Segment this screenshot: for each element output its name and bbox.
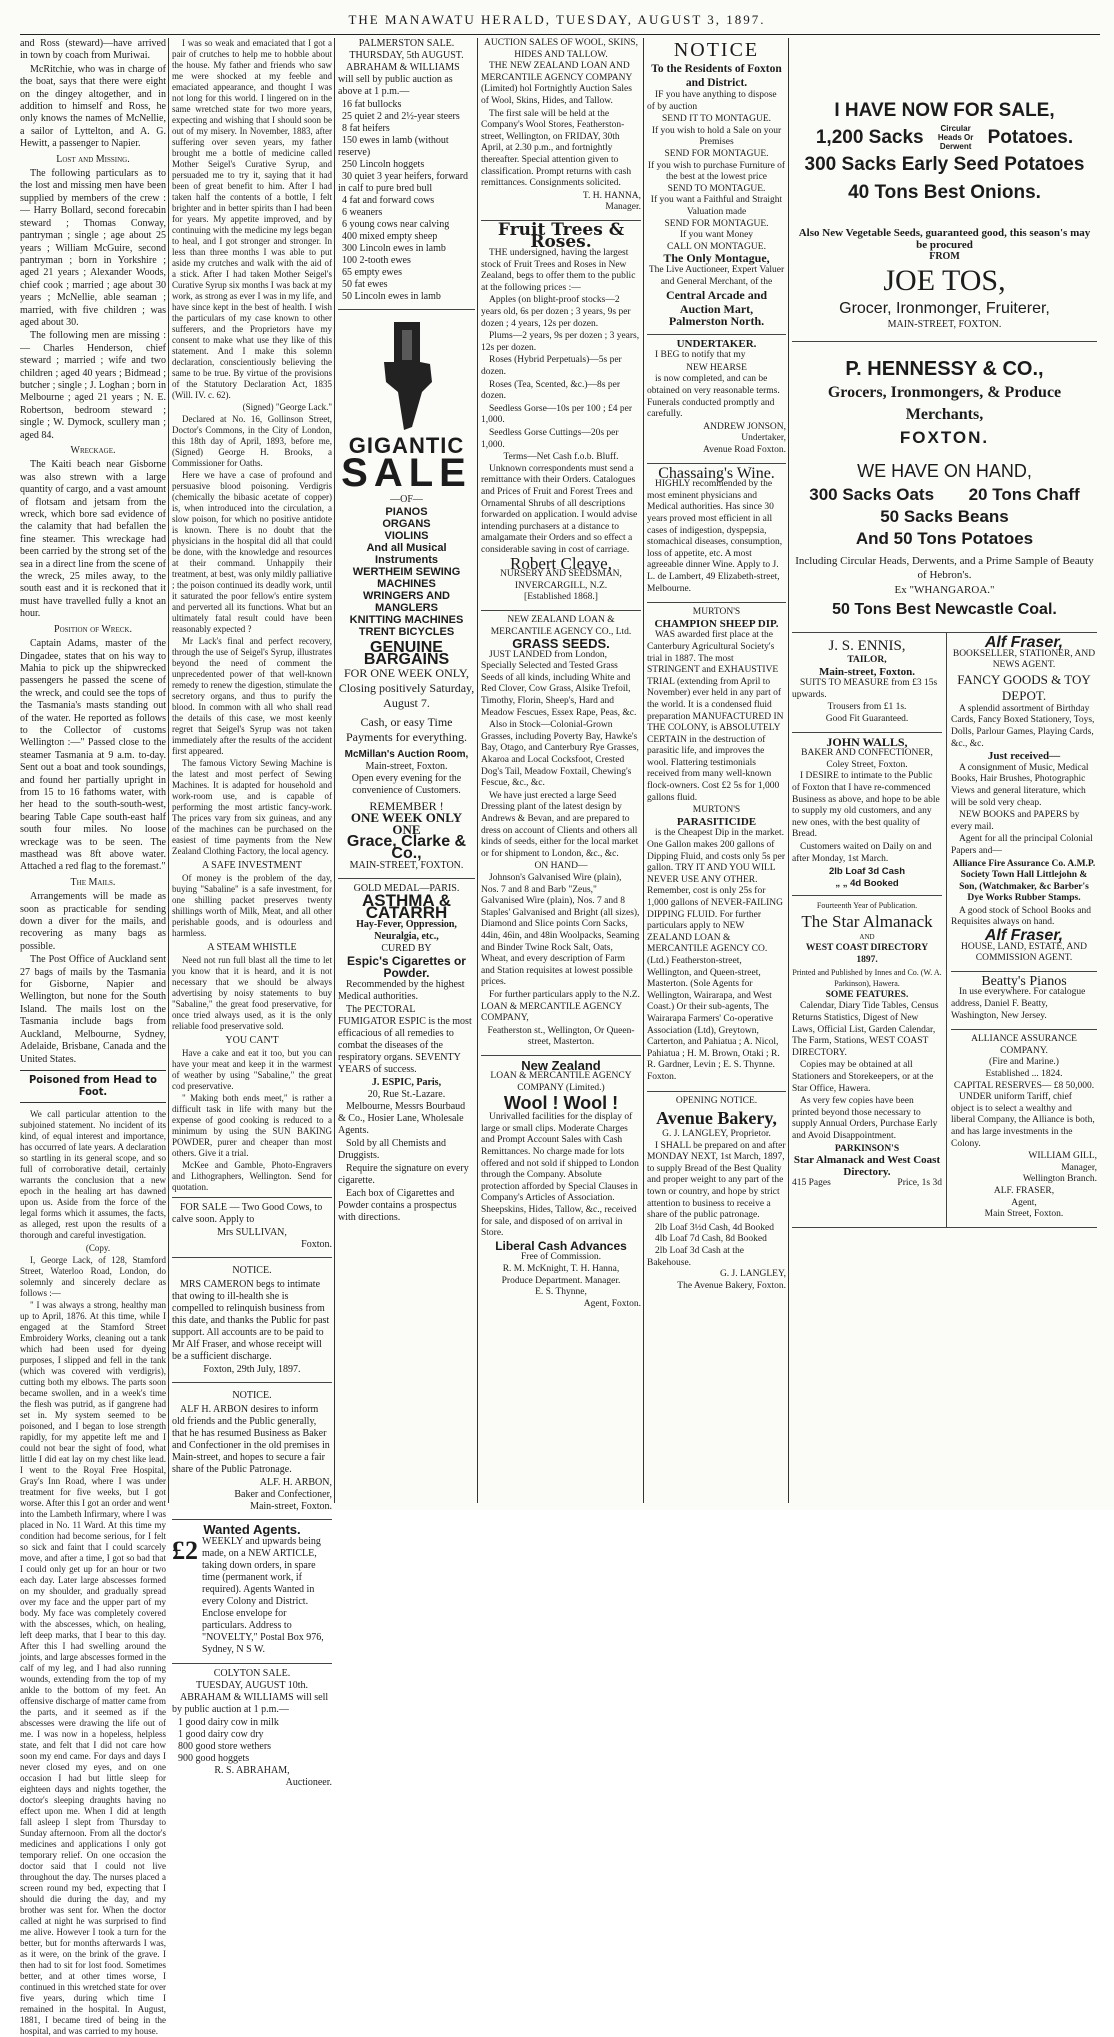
ad-title: P. HENNESSY & CO.,: [845, 358, 1044, 380]
goods-item: And all Musical Instruments: [366, 542, 447, 566]
bargains-heading: GENUINE BARGAINS: [363, 639, 450, 668]
section-heading: Lost and Missing.: [56, 153, 130, 165]
ad-text: TAILOR,: [847, 655, 887, 665]
ad-name: Mrs SULLIVAN,: [217, 1227, 287, 1238]
ad-text: Just received—: [987, 750, 1061, 763]
ad-text: FOR SALE — Two Good Cows, to calve soon. Apply to: [172, 1202, 323, 1225]
ad-text: Unknown correspondents must send a remittance with their Orders. Catalogues and Prices of Fruit and Forest Trees and Ornamental Shrubs of all descriptions forwarded on application. I would advise intending purchasers at a distance to amalgamate their Orders and so effect a considerable saving in cost of carriage.: [481, 463, 638, 555]
price-item: Roses (Tea, Scented, &c.)—8s per dozen.: [481, 379, 620, 402]
column-ads-5: [647, 38, 786, 1500]
cleave-heading: Robert Cleave,: [510, 553, 612, 573]
star-almanack-ad: [792, 896, 942, 1196]
ad-text: We have just erected a large Seed Dressing plant of the latest design by Andrews & Bevan, and are prepared to dress on account of Clients and others all kinds of seeds, either for the local market or for shipment to London, &c., &c.: [481, 790, 639, 859]
goods-item: ORGANS: [382, 518, 431, 530]
colyton-sale-ad: [172, 1664, 332, 1795]
ad-signature: WILLIAM GILL,: [1028, 1151, 1097, 1162]
ad-text: WEST COAST DIRECTORY: [805, 943, 929, 954]
ad-signature: Avenue Road Foxton.: [703, 445, 786, 456]
wool-heading: Wool ! Wool !: [503, 1092, 619, 1113]
ad-text: Terms—Net Cash f.o.b. Bluff.: [503, 452, 619, 463]
ad-title: I HAVE NOW FOR SALE,: [834, 100, 1055, 121]
column-divider: [477, 38, 478, 1503]
news-paragraph: Have a cake and eat it too, but you can have your meat and keep it in the warmest of weather by using "Sabaline," the great cod preservative.: [172, 1048, 332, 1091]
ad-text: WAS awarded first place at the Canterbury Agricultural Society's trial in 1887. The most STRINGENT and EXHAUSTIVE TRIAL (extending from April to November) ever held in any part of the world. It is a condensed fluid preparation MANUFACTURED IN THE COLONY, is ABSOLUTELY CERTAIN in the destruction of parasitic life, and improves the wool. Flattering testimonials received from many well-known flock-owners. Cost £2 5s for 1,000 gallons fluid.: [647, 630, 784, 803]
ad-text: The first sale will be held at the Company's Wool Stores, Featherston-street, Wellington, on FRIDAY, 30th April, at 2.30 p.m., and fortnightly thereafter. Special attention given to classification. Prompt returns with cash remittances. Consignments solicited.: [481, 108, 632, 189]
ad-date: THURSDAY, 5th AUGUST.: [349, 50, 464, 61]
sale-item: 65 empty ewes: [342, 267, 402, 278]
ad-text: UNDER uniform Tariff, chief object is to select a wealthy and liberal Company, the Alliance is both, and has large investments in the Colony.: [951, 1092, 1095, 1149]
column-ads-6: [792, 38, 1097, 1500]
ad-signature: ANDREW JONSON,: [703, 421, 786, 432]
alliance-assurance-ad: [951, 1030, 1097, 1227]
ad-text: PARKINSON'S: [834, 1143, 900, 1154]
sale-item: 250 Lincoln hoggets: [342, 159, 425, 170]
price-item: „ „ 4d Booked: [835, 877, 899, 889]
wool-auction-ad: [481, 38, 641, 221]
ad-title: AUCTION SALES OF WOOL, SKINS, HIDES AND TALLOW.: [484, 38, 638, 60]
ad-title: MURTON'S: [692, 805, 741, 816]
ad-text: The Live Auctioneer, Expert Valuer and General Merchant, of the: [648, 264, 785, 287]
ad-title: ALLIANCE ASSURANCE COMPANY.: [971, 1034, 1077, 1056]
ad-signature: The Avenue Bakery, Foxton.: [677, 1280, 786, 1291]
ad-address: MAIN-STREET, FOXTON.: [349, 860, 464, 871]
ad-title: NOTICE.: [232, 1265, 272, 1276]
pointing-hand-icon: [372, 322, 442, 432]
ad-text: Alliance Fire Assurance Co. A.M.P. Society Town Hall Littlejohn & Son, (Watchmaker, &c Barber's Dye Works Rubber Stamps.: [952, 858, 1096, 904]
ad-place: Foxton.: [301, 1239, 332, 1250]
ad-text: FANCY GOODS & TOY DEPOT.: [957, 671, 1091, 703]
notice-arbon-ad: [172, 1383, 332, 1520]
ad-text: Potatoes.: [987, 126, 1074, 148]
ad-title: Liberal Cash Advances: [495, 1238, 627, 1253]
ad-signature: Baker and Confectioner,: [234, 1489, 332, 1500]
ad-text: BOOKSELLER, STATIONER, AND NEWS AGENT.: [952, 648, 1096, 671]
ad-signature: E. S. Thynne,: [535, 1287, 587, 1298]
espic-heading: Espic's Cigarettes or Powder.: [347, 954, 466, 980]
ad-title: MURTON'S: [692, 607, 741, 618]
ad-text: A splendid assortment of Birthday Cards, Fancy Boxed Stationery, Toys, Dolls, Parlour Games, Playing Cards, &c., &c.: [951, 703, 1095, 749]
ad-title: JOHN WALLS,: [826, 734, 908, 749]
ad-address: Main-street, Foxton.: [365, 761, 448, 772]
bakery-heading: Avenue Bakery,: [656, 1108, 777, 1129]
gigantic-sale-ad: [338, 310, 475, 879]
signature: (Signed) "George Lack.": [242, 402, 332, 412]
ad-text: As very few copies have been printed beyond those necessary to supply Annual Orders, Purchase Early and Avoid Disappointment.: [792, 1096, 938, 1141]
news-paragraph: I, George Lack, of 128, Stamford Street, Waterloo Road, London, do solemnly and sincerely declare as follows :—: [20, 1255, 166, 1299]
ad-title: COLYTON SALE.: [213, 1668, 291, 1679]
ad-title: OPENING NOTICE.: [675, 1095, 758, 1106]
ad-signature: Undertaker,: [741, 433, 786, 444]
ad-text: Johnson's Galvanised Wire (plain), Nos. 7 and 8 and Barb "Zeus," Galvanised Wire (plain), Nos. 7 and 8 Staples' Galvanised and Bright (all sizes), Diamond and Slice points Corn Sacks, 44in, 46in, and 48in Woolpacks, Seaming and Binder Twine Rock Salt, Oats, Wheat, and every description of Farm and Station requisites at lowest possible prices.: [481, 872, 640, 988]
walls-baker-ad: [792, 733, 942, 897]
ad-signature: R. M. McKnight, T. H. Hanna,: [502, 1263, 620, 1274]
price-item: 2lb Loaf 3d Cash at the Bakehouse.: [647, 1246, 744, 1268]
sale-item: 100 2-tooth ewes: [342, 255, 411, 266]
for-sale-ad: [172, 1197, 332, 1258]
ad-text: Open every evening for the convenience of Customers.: [351, 773, 462, 796]
ad-text: REMEMBER !: [369, 799, 444, 813]
column-ads-2: [172, 38, 332, 1788]
sheep-dip-ad: [647, 603, 786, 1091]
ad-text: Established ... 1824.: [985, 1069, 1063, 1079]
ad-text: 1897.: [856, 955, 878, 966]
ad-text: NEW BOOKS and PAPERS by every mail.: [951, 810, 1080, 832]
ad-text: WE HAVE ON HAND,: [857, 461, 1032, 481]
fruit-trees-ad: [481, 221, 641, 611]
ad-text: Also New Vegetable Seeds, guaranteed good, this season's may be procured: [798, 227, 1091, 251]
ad-text: Calendar, Diary Tide Tables, Census Returns Statistics, Digest of New Laws, Official List, Garden Calendar, The Farm, Stations, WEST COAST DIRECTORY.: [792, 1001, 939, 1058]
ad-title: Chassaing's Wine.: [658, 464, 775, 482]
ad-text: Melbourne, Messrs Bourbaud & Co., Hosier Lane, Wholesale Agents.: [338, 1101, 466, 1136]
ad-signature: Produce Department. Manager.: [501, 1275, 621, 1286]
ad-text: CURED BY: [381, 943, 432, 954]
ad-text: FROM: [929, 251, 960, 262]
sale-item: 300 Lincoln ewes in lamb: [342, 243, 446, 254]
ad-signature: Wellington Branch.: [1022, 1174, 1097, 1185]
column-divider: [168, 38, 169, 1503]
ad-signature: Manager,: [1061, 1162, 1097, 1173]
ad-text: I DESIRE to intimate to the Public of Foxton that I have re-commenced Business as above, and hope to be able to supply my old customers, and any new ones, with the best quality of Bread.: [792, 771, 940, 840]
ad-text: Free of Commission.: [521, 1252, 601, 1263]
ad-text: If you wish to purchase Furniture of the best at the lowest price: [647, 160, 786, 183]
ad-text: Fourteenth Year of Publication.: [816, 901, 918, 911]
ad-text: BAKER AND CONFECTIONER,: [801, 748, 933, 759]
ad-text: Copies may be obtained at all Stationers and Storekeepers, or at the Star Office, Hawera.: [792, 1060, 934, 1094]
ad-text: J. ESPIC, Paris,: [371, 1077, 442, 1088]
grass-heading: GRASS SEEDS.: [512, 636, 610, 652]
ad-text: Require the signature on every cigarette.: [338, 1163, 469, 1186]
masthead: THE MANAWATU HERALD, TUESDAY, AUGUST 3, 1897.: [348, 12, 766, 27]
ad-text: Also in Stock—Colonial-Grown Grasses, including Poverty Bay, Hawke's Bay, Otago, and Canterbury Rye Grasses, Akaroa and Local Cocksfoot, Crested Dog's Tail, Meadow Foxtail, Chewing's Fescue, &c., &c.: [481, 720, 639, 789]
ad-text: If you wish to hold a Sale on your Premises: [651, 125, 782, 148]
ad-text: G. J. LANGLEY, Proprietor.: [662, 1129, 771, 1140]
column-divider: [788, 38, 789, 1503]
ad-title: The Star Almanack: [801, 911, 933, 931]
ad-text: ABRAHAM & WILLIAMS will sell by public auction as above at 1 p.m.—: [338, 62, 460, 97]
auction-room: McMillan's Auction Room,: [344, 749, 469, 760]
ad-address: MAIN-STREET, FOXTON.: [887, 319, 1002, 330]
sale-item: 50 Lincoln ewes in lamb: [342, 291, 441, 302]
ad-text: And 50 Tons Potatoes: [855, 529, 1034, 548]
ad-title: Beatty's Pianos: [981, 973, 1067, 989]
ad-title: Alf Fraser,: [984, 634, 1064, 651]
ad-text: FOXTON.: [899, 428, 990, 447]
price-item: 2lb Loaf 3½d Cash, 4d Booked: [655, 1222, 775, 1233]
ad-text: is now completed, and can be obtained on very reasonable terms. Funerals conducted promptly and carefully.: [647, 374, 780, 420]
sale-heading: SALE: [341, 451, 472, 495]
news-paragraph: Need not run full blast all the time to let you know that it is heard, and it is not necessary that we should be always advertising by noisy statements to buy "Sabaline," the great food preservative, for once tried always used, as it is the only reliable food preservative sold.: [172, 955, 332, 1031]
alf-fraser-ad: [951, 633, 1097, 972]
sale-item: 8 fat heifers: [342, 123, 390, 134]
ad-text: Unrivalled facilities for the display of large or small clips. Moderate Charges and Prompt Account Sales with Cash Remittances. No charge made for lots offered and not sold if shipped to London through the Company. Absolute protection afforded by Special Clauses in Company's Articles of Association. Sheepskins, Hides, Tallow, &c., received for sale, and disposed of on arrival in Store.: [481, 1112, 639, 1239]
section-heading: YOU CAN'T: [225, 1035, 279, 1046]
ad-text: I BEG to notify that my: [655, 350, 746, 361]
price-item: Roses (Hybrid Perpetuals)—5s per dozen.: [481, 355, 622, 378]
goods-item: WRINGERS AND MANGLERS: [363, 590, 450, 614]
column-ads-4: [481, 38, 641, 1500]
ad-text: 300 Sacks Early Seed Potatoes: [804, 154, 1085, 175]
goods-item: VIOLINS: [384, 530, 429, 542]
ennis-tailor-ad: [792, 633, 942, 733]
sale-item: 16 fat bullocks: [342, 99, 402, 110]
undertaker-ad: [647, 335, 786, 464]
ad-text: Palmerston North.: [668, 314, 765, 329]
ad-text: NURSERY AND SEEDSMAN,: [500, 569, 622, 580]
ad-text: FOR ONE WEEK ONLY, Closing positively Saturday, August 7.: [338, 666, 475, 710]
news-paragraph: We call particular attention to the subjoined statement. No incident of its kind, of equal interest and importance, has occurred of late years. A declaration so startling in its general scope, and so full of corroborative detail, certainly warrants the conclusion that a new epoch in the healing art has dawned upon us. Aside from the force of the legal forms which it assumes, the facts, as alleged, rest upon the results of a thorough and careful investigation.: [20, 1108, 166, 1240]
goods-item: KNITTING MACHINES: [349, 614, 464, 626]
ad-text: If you want a Faithful and Straight Valuation made: [650, 195, 783, 217]
wool-ad: [481, 1056, 641, 1316]
grace-clarke: Grace, Clarke & Co.,: [346, 833, 467, 862]
ad-signature: G. J. LANGLEY,: [719, 1269, 786, 1280]
ad-signature: Auctioneer.: [285, 1777, 332, 1788]
news-paragraph: " I was always a strong, healthy man up to April, 1876. At this time, while I engaged at the Stamford Street Embroidery Works, cleaning out a tank which had been used for dyeing purposes, I slipped and fell in the tank (which was covered with verdigris), cutting both my elbows. The parts soon became swollen, and in a week's time the flesh was putrid, as if gangrene had set in. My system seemed to be poisoned, and I began to lose strength rapidly, for my appetite left me and I could not bear the sight of food, what little I did eat lay on my chest like lead. I went to the Royal Free Hospital, Gray's Inn Road, where I was under treatment for five weeks, but I got worse. After this I got an order and went into the Lambeth Infirmary, where I was placed in No. 11 Ward. At this time my condition had become serious, for I felt so sick and faint that I could scarcely move, and after a time, I got so bad that I could only get up for an hour or two each day. Later large abscesses formed on my shoulder, and gradually spread over my face and the upper part of my body. My face was completely covered with the abscesses, which, on healing, left deep marks, that I bear to this day. After this I had swelling around the joints, and large abscesses formed in the calf of my leg, and I had also running wounds, extending from the top of my ankle to the bottom of my feet. An offensive discharge of matter came from the parts, and it seemed as if the abscesses were drawing the life out of me. I was now in a hopeless, helpless state, and felt that I did not care how soon my end came. For days and days I never closed my eyes, and on one occasion I had but little sleep for eighteen days and nights together, the doctor's sleeping draughts having no effect upon me. When I did at length fall asleep I slept from Thursday to Sunday afternoon. From all the doctor's medicines and applications I only got temporary relief. On one occasion the doctor said that I could not live throughout the day. The nurses placed a screen round my bed, expecting that I should die during the day, and my brother was sent for. When the doctor called at night he was surprised to find me alive. However I took a turn for the better, but for months afterwards I was, as it were, on the brink of the grave. I then had to sit for lost food. Sometimes better, and at other times worse, I continued in this wretched state for over five years, during which time I remained in the hospital. In August, 1881, I became tired of being in the hospital, and was carried to my house.: [20, 1300, 166, 2037]
ad-title: NOTICE.: [232, 1390, 272, 1401]
ad-text: Hay-Fever, Oppression, Neuralgia, etc.,: [356, 919, 457, 942]
ad-text: (Fire and Marine.): [989, 1057, 1059, 1068]
article-headline: Poisoned from Head to Foot.: [20, 1070, 166, 1103]
news-paragraph: Arrangements will be made as soon as practicable for sending down a diver for the mails, and recovering as many bags as possible.: [20, 891, 166, 952]
ad-signature: Agent,: [1011, 1197, 1037, 1208]
hennessy-ad: [792, 342, 1097, 633]
sale-item: 1 good dairy cow in milk: [178, 1717, 279, 1728]
asthma-heading: ASTHMA & CATARRH: [361, 891, 452, 922]
ad-text: Customers waited on Daily on and after Monday, 1st March.: [792, 841, 932, 864]
news-paragraph: I was so weak and emaciated that I got a pair of crutches to help me to hobble about the house. My father and friends who saw me were shocked at my feeble and emaciated appearance, and thought I was not long for this world. I lingered on in the same wretched state for two more years, expecting and wishing that I should soon be out of my misery. In November, 1883, after suffering over seven years, my father brought me a bottle of medicine called Mother Seigel's Curative Syrup, and persuaded me to try it, saying that it had been of great benefit to him. After I had taken half the contents of a bottle, I felt brighter and in better spirits than I had been for years. My appetite improved, and by continuing with the medicine my legs began to heal, and I got stronger and stronger. In less than three months I was able to put aside my crutches and walk with the aid of a stick. After I had taken Mother Seigel's Curative Syrup six months I was back at my work, as strong as ever I was in my life, and have since kept in the best of health. I wish the particulars of my case known to other sufferers, and the Proprietors have my consent to make what use they like of this statement. And I make this solemn declaration, conscientiously believing the same to be true. By virtue of the provisions of the Statutory Declaration Act, 1835 (Will. IV. c. 62).: [172, 38, 332, 400]
ad-title: PALMERSTON SALE.: [358, 38, 455, 49]
ad-text: Grocers, Ironmongers, & Produce Merchants,: [827, 384, 1062, 423]
price-item: 4lb Loaf 7d Cash, 8d Booked: [655, 1234, 767, 1245]
news-paragraph: Mr Lack's final and perfect recovery, through the use of Seigel's Syrup, illustrates beyond the need of comment the unprecedented power of that well-known remedy to renew the digestion, stimulate the secretory organs, and thus to purify the blood. In common with all who shall read the details of this case, we most keenly regret that Seigel's Syrup was not taken immediately after the results of the accident first appeared.: [172, 636, 332, 756]
column-ads-3: [338, 38, 475, 1500]
ad-text: SUITS TO MEASURE from £3 15s upwards.: [792, 678, 938, 700]
news-paragraph: The famous Victory Sewing Machine is the latest and most perfect of Sewing Machines. It is adapted for household and work-room use, and is capable of performing the most artistic fancy-work. The prices vary from six guineas, and any of the machines can be purchased on the easiest of time payments from the New Zealand Clothing Factory, the local agency.: [172, 758, 332, 856]
ad-text: GOLD MEDAL—PARIS.: [353, 883, 460, 894]
ad-text: NEW HEARSE: [686, 362, 747, 373]
ad-text: 300 Sacks Oats: [809, 485, 935, 504]
news-paragraph: Of money is the problem of the day, buying "Sabaline" is a safe investment, for one shilling packet preserves twenty shillings worth of Milk, Meat, and all other perishable goods, and is odourless and harmless.: [172, 873, 332, 938]
palmerston-sale-ad: [338, 38, 475, 310]
ad-text: If you want Money: [679, 230, 754, 241]
ad-text: I SHALL be prepared on and after MONDAY NEXT, 1st March, 1897, to supply Bread of the Best Quality and proper weight to any part of the town or country, and hope by strict attention to business to receive a share of the public patronage.: [647, 1140, 786, 1221]
ad-text: Agent for all the principal Colonial Papers and—: [951, 834, 1093, 856]
ad-signature: Manager.: [605, 202, 641, 213]
ad-text: JUST LANDED from London, Specially Selected and Tested Grass Seeds of all kinds, including White and Red Clover, Cow Grass, Alsike Trefoil, Timothy, Florin, Sheep's, Hard and Meadow Fescues, Essex Rape, Peas, &c.: [481, 649, 637, 718]
ad-address: Main-street, Foxton.: [818, 665, 916, 678]
sale-item: 6 young cows near calving: [342, 219, 450, 230]
beatty-pianos-ad: [951, 972, 1097, 1030]
sale-item: 900 good hoggets: [178, 1753, 250, 1764]
section-heading: Wreckage.: [70, 445, 116, 456]
ad-text: For further particulars apply to the N.Z. LOAN & MERCANTILE AGENCY COMPANY,: [481, 989, 640, 1024]
ad-text: A consignment of Music, Medical Books, Hair Brushes, Photographic Views and general literature, which will be sold very cheap.: [951, 762, 1089, 808]
ad-text: WEEKLY and upwards being made, on a NEW ARTICLE, taking down orders, in spare time (permanent work, if required). Agents Wanted in every Colony and District. Enclose envelope for particulars. Address to "NOVELTY," Postal Box 976, Sydney, N S W.: [202, 1536, 324, 1655]
ad-date: TUESDAY, AUGUST 10th.: [195, 1680, 309, 1691]
ad-title: NEW ZEALAND LOAN & MERCANTILE AGENCY CO., Ltd.: [490, 614, 632, 637]
ad-signature: ALF. FRASER,: [993, 1185, 1055, 1196]
price-item: 2lb Loaf 3d Cash: [828, 866, 905, 878]
ad-text: SEND TO MONTAGUE.: [667, 183, 766, 194]
news-paragraph: The following men are missing :— Charles Henderson, chief steward ; married ; wife and two children ; aged 40 years ; Bidmead ; butcher ; single ; J. Loghan ; born in Melbourne ; aged 21 years ; N. E. Robertson, bedroom steward ; single ; W. Dymock, scullery man ; aged 84.: [20, 330, 166, 441]
news-paragraph: (Copy.: [85, 1242, 111, 1253]
news-paragraph: The following particulars as to the lost and missing men have been supplied by members of the crew :— Harry Bollard, second forecabin steward ; Thomas Conway, pantryman ; single ; age about 25 years ; William McGuire, second pantryman ; born in Yorkshire ; aged 21 years ; Alexander Woods, chief cook ; married ; age about 30 years ; McNellie, able seaman ; married, with five children ; was aged about 30.: [20, 168, 166, 328]
ad-title: J. S. ENNIS,: [828, 638, 906, 654]
ad-signature: Main Street, Foxton.: [984, 1209, 1064, 1220]
joe-tos-ad: [792, 38, 1097, 342]
ad-text: The Only Montague,: [663, 251, 770, 266]
news-paragraph: and Ross (steward)—have arrived in town by coach from Muriwai.: [20, 38, 166, 62]
sale-item: 150 ewes in lamb (without reserve): [338, 135, 449, 158]
ad-text: Price, 1s 3d: [897, 1178, 942, 1189]
asthma-ad: [338, 879, 475, 1231]
ad-title: Wanted Agents.: [203, 1522, 301, 1537]
ad-text: Trousers from £1 1s.: [827, 702, 907, 713]
ad-text: Printed and Published by Innes and Co. (W. A. Parkinson), Hawera.: [792, 967, 942, 989]
ad-text: Grocer, Ironmonger, Fruiterer,: [839, 300, 1050, 317]
ad-text: [Established 1868.]: [524, 592, 598, 603]
ad-date: Foxton, 29th July, 1897.: [203, 1364, 301, 1375]
avenue-bakery-ad: [647, 1092, 786, 1299]
ad-text: Cash, or easy Time Payments for everything.: [346, 715, 467, 744]
ad-text: INVERCARGILL, N.Z.: [514, 580, 608, 591]
section-heading: A SAFE INVESTMENT: [201, 860, 302, 871]
news-paragraph: The Kaiti beach near Gisborne was also strewn with a large quantity of cargo, and a vast amount of flotsam and jetsam from the wreck, which bore sad evidence of the calamity that had befallen the fine steamer. This wreckage had been carried by the strong set of the sea in a direct line from the scene of the wreck, 25 miles away, to the south east and it is reckoned that it must have travelled fully a knot an hour.: [20, 459, 166, 620]
sale-item: 400 mixed empty sheep: [342, 231, 438, 242]
ad-text: THE undersigned, having the largest stock of Fruit Trees and Roses in New Zealand, begs to offer them to the public at the following prices :—: [481, 248, 636, 293]
ad-title: CHAMPION SHEEP DIP.: [654, 617, 779, 630]
ad-subtitle: To the Residents of Foxton and District.: [651, 63, 782, 89]
column-divider: [334, 38, 335, 1503]
wanted-amount: £2: [172, 1536, 198, 1565]
news-paragraph: The Post Office of Auckland sent 27 bags of mails by the Tasmania for Gisborne, Napier and Wellington, but none for the South Island. The mails lost on the Tasmania include bags from Auckland, Melbourne, Sydney, Adelaide, Brisbane, Canada and the United States.: [20, 954, 166, 1065]
column-news: [20, 38, 166, 2037]
ad-text: Star Almanack and West Coast Directory.: [793, 1154, 941, 1178]
price-item: Seedless Gorse—10s per 100 ; £4 per 1,000.: [481, 403, 633, 426]
right-subcolumn: [947, 633, 1097, 1227]
goods-item: WERTHEIM SEWING MACHINES: [352, 566, 461, 590]
ad-text: In use everywhere. For catalogue address, Daniel F. Beatty, Washington, New Jersey.: [951, 987, 1086, 1021]
gigantic-heading: GIGANTIC: [348, 433, 465, 458]
ad-text: 50 Sacks Beans: [880, 507, 1009, 526]
ad-title: PARASITICIDE: [676, 815, 757, 828]
ad-text: Recommended by the highest Medical authorities.: [338, 979, 465, 1002]
ad-subtitle: —OF—: [390, 494, 423, 505]
ad-title: Alf Fraser,: [984, 927, 1064, 945]
ad-text: ONE WEEK ONLY ONE: [350, 810, 463, 837]
price-item: Seedless Gorse Cuttings—20s per 1,000.: [481, 428, 619, 450]
ad-signature: ALF. H. ARBON,: [259, 1477, 332, 1488]
ad-text: CALL ON MONTAGUE.: [667, 241, 766, 252]
ad-address: Coley Street, Foxton.: [826, 759, 908, 770]
ad-text: Central Arcade and Auction Mart,: [665, 288, 768, 317]
ad-text: Sold by all Chemists and Druggists.: [338, 1138, 446, 1161]
ad-text: 1,200 Sacks: [815, 126, 924, 148]
news-paragraph: Declared at No. 16, Gollinson Street, Doctor's Commons, in the City of London, this 18th day of April, 1893, before me, (Signed) George H. Brooks, a Commissioner for Oaths.: [172, 414, 332, 468]
sale-item: 25 quiet 2 and 2½-year steers: [342, 111, 460, 122]
news-paragraph: McRitchie, who was in charge of the boat, says that there were eight on the dingey altogether, and in addition to himself and Ross, he only knows the names of McNellie, a sailor of Lyttelton, and A. G. Hewitt, a passenger to Napier.: [20, 63, 166, 150]
ad-text: ON HAND—: [534, 861, 588, 872]
ad-signature: R. S. ABRAHAM,: [214, 1765, 290, 1776]
sale-item: 50 fat ewes: [342, 279, 388, 290]
ad-address: 20, Rue St.-Lazare.: [367, 1089, 446, 1100]
column-divider: [643, 38, 644, 1503]
ad-text: The PECTORAL FUMIGATOR ESPIC is the most efficacious of all remedies to combat the diseases of the respiratory organs. SEVENTY YEARS of success.: [338, 1004, 472, 1075]
price-item: Plums—2 years, 9s per dozen ; 3 years, 12s per dozen.: [481, 331, 640, 353]
news-paragraph: " Making both ends meet," is rather a difficult task in life with many but the expense of good cooking is reduced to a minimum by using the SUN BAKING POWDER, purer and cheaper than most others. Give it a trial.: [172, 1093, 332, 1158]
grass-seeds-ad: [481, 611, 641, 1056]
ad-address: Featherston st., Wellington, Or Queen-street, Masterton.: [487, 1025, 635, 1048]
ad-text: 50 Tons Best Newcastle Coal.: [832, 601, 1057, 618]
ad-text: IF you have anything to dispose of by auction: [647, 90, 777, 112]
ad-text: SEND FOR MONTAGUE.: [664, 148, 769, 159]
ad-text: SOME FEATURES.: [825, 989, 909, 1000]
sale-item: 4 fat and forward cows: [342, 195, 435, 206]
fruit-heading: Fruit Trees & Roses.: [497, 219, 625, 252]
left-subcolumn: [792, 633, 947, 1227]
masthead-rule: [20, 34, 1100, 35]
ad-title: UNDERTAKER.: [676, 337, 757, 350]
ad-text: SEND IT TO MONTAGUE.: [661, 114, 772, 125]
ad-text: 20 Tons Chaff: [968, 485, 1080, 504]
ad-text: is the Cheapest Dip in the market. One Gallon makes 200 gallons of Dipping Fluid, and costs only 5s per gallon. TRY IT AND YOU WILL NEVER USE ANY OTHER. Remember, cost is only 25s for 1,000 gallons of NEVER-FAILING DIPPING FLUID. For further particulars apply to NEW ZEALAND LOAN & MERCANTILE AGENCY CO. (Ltd.) Featherston-street, Wellington, and Queen-street, Masterton. (Sole Agents for Wellington, Wairarapa, and West Coast.) Or their sub-agents, The Wairarapa Farmers' Co-operative Association (Ltd), Greytown, Carterton, and Pahiatua ; A. Nicol, Pahiatua ; H. M. Brown, Otaki ; R. R. Gardner, Levin ; E. S. Thynne. Foxton.: [647, 828, 786, 1082]
ad-text: MRS CAMERON begs to intimate that owing to ill-health she is compelled to relinquish business from this date, and thanks the Public for past support. All accounts are to be paid to Mr Alf Fraser, and whose receipt will be a sufficient discharge.: [172, 1279, 330, 1362]
ad-text: Ex "WHANGAROA.": [894, 584, 995, 596]
ad-text: SEND FOR MONTAGUE.: [664, 218, 769, 229]
news-paragraph: Here we have a case of profound and persuasive blood poisoning. Verdigris (chemically the bibasic acetate of copper) is, when introduced into the circulation, a slow poison, for which no positive antidote is known. There is no doubt that the physicians in the hospital did all that could be done, with the knowledge and resources at their command. Unhappily their treatment, at best, was only mildly palliative ; the poison continued its deadly work, until it saturated the poor fellow's entire system and perverted all its functions. What but an ultimately fatal result could have been reasonably expected ?: [172, 470, 332, 634]
ad-title: NOTICE: [673, 39, 760, 61]
ad-text: A good stock of School Books and Requisites always on hand.: [951, 905, 1091, 928]
ad-text: THE NEW ZEALAND LOAN AND MERCANTILE AGENCY COMPANY (Limited) hol Fortnightly Auction Sales of Wool, Skins, Hides, and Tallow.: [481, 61, 632, 106]
ad-text: CAPITAL RESERVES— £8 50,000.: [953, 1080, 1095, 1091]
sale-item: 1 good dairy cow dry: [178, 1729, 264, 1740]
ad-text: LOAN & MERCANTILE AGENCY COMPANY (Limited.): [490, 1071, 632, 1094]
ad-signature: Main-street, Foxton.: [250, 1501, 332, 1512]
ad-text: Each box of Cigarettes and Powder contains a prospectus with directions.: [338, 1188, 457, 1223]
section-heading: A STEAM WHISTLE: [207, 942, 297, 953]
sale-item: 30 quiet 3 year heifers, forward in calf to pure bred bull: [338, 171, 469, 194]
ad-signature: Agent, Foxton.: [583, 1298, 641, 1309]
sale-item: 800 good store wethers: [178, 1741, 272, 1752]
ad-text: 40 Tons Best Onions.: [848, 182, 1041, 203]
section-heading: Position of Wreck.: [54, 623, 132, 635]
sale-item: 6 weaners: [342, 207, 383, 218]
ad-title: New Zealand: [521, 1057, 601, 1073]
ad-text: Including Circular Heads, Derwents, and a Prime Sample of Beauty of Hebron's.: [795, 555, 1094, 581]
joe-tos-name: JOE TOS,: [883, 264, 1006, 297]
news-paragraph: McKee and Gamble, Photo-Engravers and Lithographers, Wellington. Send for quotation.: [172, 1160, 332, 1192]
ad-text: ALF H. ARBON desires to inform old friends and the Public generally, that he has resumed Business as Baker and Confectioner in the old premises in Main-street, and hopes to secure a fair share of the Public Patronage.: [172, 1404, 330, 1475]
ad-text: HIGHLY recommended by the most eminent physicians and Medical authorities. Has since 30 years proved most efficient in all cases of indigestion, dyspepsia, stomachical diseases, consumption, loss of appetite, etc. A most agreeable dinner Wine. Apply to J. L. de Lambert, 49 Elizabeth-street, Melbourne.: [647, 479, 783, 594]
ad-text: 415 Pages: [792, 1178, 831, 1189]
chassaing-wine-ad: [647, 464, 786, 604]
ad-signature: T. H. HANNA,: [582, 190, 641, 201]
ad-text: Good Fit Guaranteed.: [825, 713, 909, 724]
goods-item: TRENT BICYCLES: [358, 626, 455, 638]
ad-text: ABRAHAM & WILLIAMS will sell by public auction at 1 p.m.—: [172, 1692, 329, 1715]
notice-cameron-ad: [172, 1258, 332, 1383]
montague-notice-ad: [647, 38, 786, 335]
ad-text: HOUSE, LAND, ESTATE, AND COMMISSION AGENT.: [961, 941, 1087, 964]
goods-item: PIANOS: [385, 506, 428, 518]
price-item: Apples (on blight-proof stocks—2 years old, 6s per dozen ; 3 years, 9s per dozen ; 4 years, 12s per dozen.: [481, 295, 631, 329]
section-heading: The Mails.: [70, 876, 116, 888]
news-paragraph: Captain Adams, master of the Dingadee, states that on his way to Mahia to pick up the shipwrecked passengers he passed the scene of the wreck, and could see the tops of the Tasmania's masts standing out of the water. He reported as follows to the Collector of customs Wellington :—" Passed close to the steamer Tasmania at 9 a.m. to-day. Sent out a boat and took soundings, and found her partially upright in from 15 to 16 fathoms water, with her head to the south-south-west, bearing Table Cape south-east half south four miles. No loose wreckage was to be seen. The masthead was 8ft above water. Attached a red flag to the foremast.": [20, 638, 166, 873]
ad-text: Circular Heads Or Derwent: [937, 124, 974, 151]
ad-text: AND: [859, 932, 875, 941]
wanted-agents-ad: [172, 1520, 332, 1664]
